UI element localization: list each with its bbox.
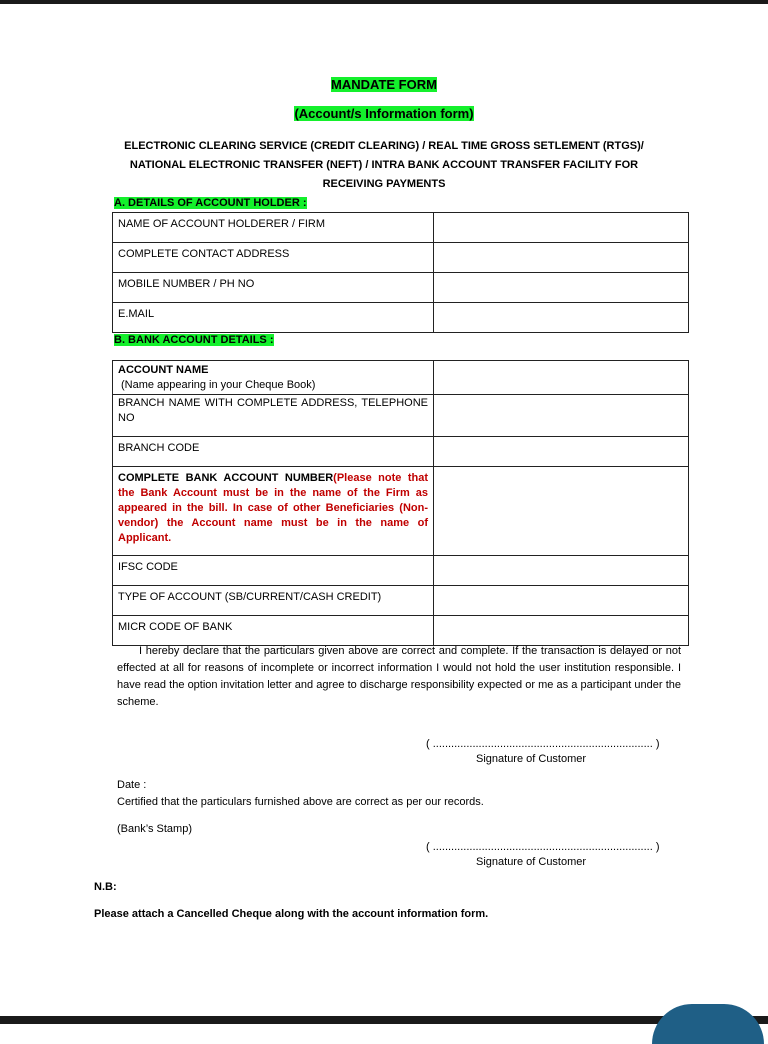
date-label: Date : [117, 779, 147, 791]
bank-stamp-label: (Bank’s Stamp) [117, 823, 192, 835]
corner-tab [652, 1004, 764, 1044]
account-type-label: TYPE OF ACCOUNT (SB/CURRENT/CASH CREDIT) [113, 586, 434, 616]
table-row [113, 616, 689, 646]
table-row [113, 243, 689, 273]
bank-signature-label: Signature of Customer [476, 856, 587, 868]
email-field[interactable] [434, 303, 689, 333]
account-holder-table [112, 212, 689, 333]
account-type-field[interactable] [434, 586, 689, 616]
branch-name-label: BRANCH NAME WITH COMPLETE ADDRESS, TELEPHONE NO [113, 395, 434, 437]
declaration-text: I hereby declare that the particulars given above are correct and complete. If the transaction is delayed or not effected at all for reasons of incomplete or incorrect information I would not hold the user institution responsible. I have read the option invitation letter and agree to discharge responsibility expected or me as a participant under the scheme. [117, 645, 681, 708]
contact-address-field[interactable] [434, 243, 689, 273]
bank-signature-line[interactable]: ( ........................................................................ ) [426, 841, 660, 853]
service-line-2: NATIONAL ELECTRONIC TRANSFER (NEFT) / INTRA BANK ACCOUNT TRANSFER FACILITY FOR [129, 159, 639, 171]
nb-label: N.B: [94, 881, 117, 893]
ifsc-code-field[interactable] [434, 556, 689, 586]
account-name-note: (Name appearing in your Cheque Book) [121, 379, 316, 391]
micr-code-field[interactable] [434, 616, 689, 646]
page-subtitle [0, 106, 768, 121]
account-holder-name-field[interactable] [434, 213, 689, 243]
table-row [113, 213, 689, 243]
table-row [113, 395, 689, 437]
page-subtitle-text: (Account/s Information form) [294, 106, 474, 121]
service-line-3: RECEIVING PAYMENTS [322, 178, 446, 190]
section-b-heading-text: B. BANK ACCOUNT DETAILS : [114, 334, 274, 346]
bottom-border [0, 1016, 768, 1024]
mobile-number-label: MOBILE NUMBER / PH NO [113, 273, 434, 303]
ifsc-code-label: IFSC CODE [113, 556, 434, 586]
service-heading [84, 137, 684, 194]
table-row [113, 586, 689, 616]
email-label: E.MAIL [113, 303, 434, 333]
account-holder-name-label: NAME OF ACCOUNT HOLDERER / FIRM [113, 213, 434, 243]
certified-text: Certified that the particulars furnished above are correct as per our records. [117, 796, 484, 808]
section-a-heading-text: A. DETAILS OF ACCOUNT HOLDER : [114, 197, 307, 209]
table-row [113, 303, 689, 333]
contact-address-label: COMPLETE CONTACT ADDRESS [113, 243, 434, 273]
branch-code-label: BRANCH CODE [113, 437, 434, 467]
section-b-heading [114, 334, 274, 347]
branch-code-field[interactable] [434, 437, 689, 467]
table-row [113, 556, 689, 586]
account-name-field[interactable] [434, 361, 689, 395]
account-name-title: ACCOUNT NAME [118, 364, 209, 376]
service-line-1: ELECTRONIC CLEARING SERVICE (CREDIT CLEARING) / REAL TIME GROSS SETLEMENT (RTGS)/ [124, 140, 644, 152]
bank-account-table [112, 360, 689, 646]
section-a-heading [114, 197, 307, 210]
table-row [113, 361, 689, 395]
table-row [113, 437, 689, 467]
micr-code-label: MICR CODE OF BANK [113, 616, 434, 646]
customer-signature-line[interactable]: ( ........................................................................ ) [426, 738, 660, 750]
branch-name-field[interactable] [434, 395, 689, 437]
mobile-number-field[interactable] [434, 273, 689, 303]
page-title [0, 77, 768, 92]
table-row [113, 467, 689, 556]
account-name-label [113, 361, 434, 395]
account-number-title: COMPLETE BANK ACCOUNT NUMBER [118, 472, 334, 484]
account-number-note: (Please note that the Bank Account must be in the name of the Firm as appeared in the bill. In case of other Beneficiaries (Non-vendor) the Account name must be in the name of Applicant. [118, 472, 428, 544]
customer-signature-label: Signature of Customer [476, 753, 587, 765]
top-border [0, 0, 768, 4]
table-row [113, 273, 689, 303]
page-title-text: MANDATE FORM [331, 77, 437, 92]
account-number-field[interactable] [434, 467, 689, 556]
account-number-label [113, 467, 434, 556]
attach-note: Please attach a Cancelled Cheque along with the account information form. [94, 908, 489, 920]
